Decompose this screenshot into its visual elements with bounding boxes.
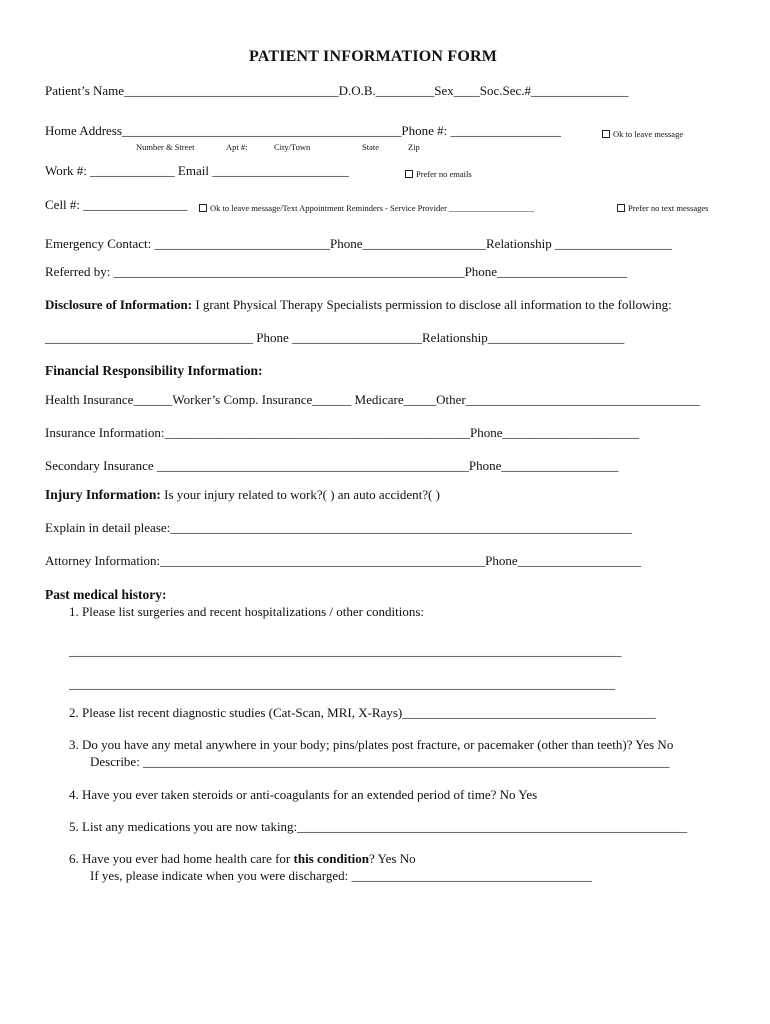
financial-heading: Financial Responsibility Information: [45,363,263,378]
address-sublabel-zip: Zip [408,142,420,152]
disclosure-heading: Disclosure of Information: [45,297,193,312]
emergency-contact-row[interactable]: Emergency Contact: ___________________________Phone___________________Relationship __________________ [45,236,672,251]
checkbox-icon[interactable] [602,130,610,138]
checkbox-icon[interactable] [405,170,413,178]
injury-questions[interactable]: Is your injury related to work?( ) an auto accident?( ) [160,487,440,502]
checkbox-icon[interactable] [617,204,625,212]
question-3[interactable]: 3. Do you have any metal anywhere in your body; pins/plates post fracture, or pacemaker (other than teeth)? Yes No [69,737,674,752]
question-6[interactable] [69,851,416,867]
question-1-line-1[interactable]: _____________________________________________________________________________________ [69,643,622,658]
injury-heading: Injury Information: [45,487,161,502]
work-email-row[interactable]: Work #: _____________ Email _____________________ [45,163,349,178]
ok-leave-message-option[interactable] [602,126,683,142]
address-sublabel-state: State [362,142,379,152]
secondary-insurance-row[interactable]: Secondary Insurance ________________________________________________Phone__________________ [45,458,619,473]
question-6-followup[interactable]: If yes, please indicate when you were discharged: _____________________________________ [90,868,592,883]
past-medical-history-heading: Past medical history: [45,587,167,602]
ok-leave-message-label: Ok to leave message [613,129,684,139]
patient-name-row[interactable]: Patient’s Name_________________________________D.O.B._________Sex____Soc.Sec.#_______________ [45,83,629,98]
form-title: PATIENT INFORMATION FORM [249,48,498,65]
referred-by-row[interactable]: Referred by: ______________________________________________________Phone____________________ [45,264,628,279]
disclosure-fill-row[interactable]: ________________________________ Phone ____________________Relationship_____________________ [45,330,625,345]
address-sublabel-street: Number & Street [136,142,195,152]
question-1-line-2[interactable]: ____________________________________________________________________________________ [69,676,615,691]
question-2[interactable]: 2. Please list recent diagnostic studies (Cat-Scan, MRI, X-Rays)_______________________________________ [69,705,656,720]
home-address-row[interactable]: Home Address___________________________________________Phone #: _________________ [45,123,562,138]
question-4[interactable]: 4. Have you ever taken steroids or anti-coagulants for an extended period of time? No Yes [69,787,538,802]
disclosure-statement [45,297,672,313]
prefer-no-emails-label: Prefer no emails [416,169,472,179]
question-6-bold: this condition [293,851,370,866]
disclosure-text: I grant Physical Therapy Specialists permission to disclose all information to the following: [192,297,672,312]
insurance-type-row[interactable]: Health Insurance______Worker’s Comp. Insurance______ Medicare_____Other____________________________________ [45,392,700,407]
attorney-information-row[interactable]: Attorney Information:__________________________________________________Phone___________________ [45,553,642,568]
prefer-no-text-label: Prefer no text messages [628,203,709,213]
question-6-suffix[interactable]: ? Yes No [369,851,416,866]
question-3-describe[interactable]: Describe: _________________________________________________________________________________ [90,754,670,769]
address-sublabel-apt: Apt #: [226,142,248,152]
address-sublabel-city: City/Town [274,142,311,152]
prefer-no-emails-option[interactable] [405,166,472,182]
explain-detail-row[interactable]: Explain in detail please:_______________________________________________________________________ [45,520,632,535]
insurance-information-row[interactable]: Insurance Information:_______________________________________________Phone_____________________ [45,425,639,440]
text-reminders-label: Ok to leave message/Text Appointment Reminders - Service Provider ____________________ [210,203,535,213]
prefer-no-text-option[interactable] [617,200,709,216]
question-5[interactable]: 5. List any medications you are now taking:____________________________________________________________ [69,819,688,834]
checkbox-icon[interactable] [199,204,207,212]
question-1: 1. Please list surgeries and recent hospitalizations / other conditions: [69,604,425,619]
text-reminders-option[interactable] [199,200,534,216]
injury-information-row[interactable] [45,487,440,503]
question-6-prefix: 6. Have you ever had home health care for [69,851,294,866]
cell-number-field[interactable]: Cell #: ________________ [45,197,188,212]
